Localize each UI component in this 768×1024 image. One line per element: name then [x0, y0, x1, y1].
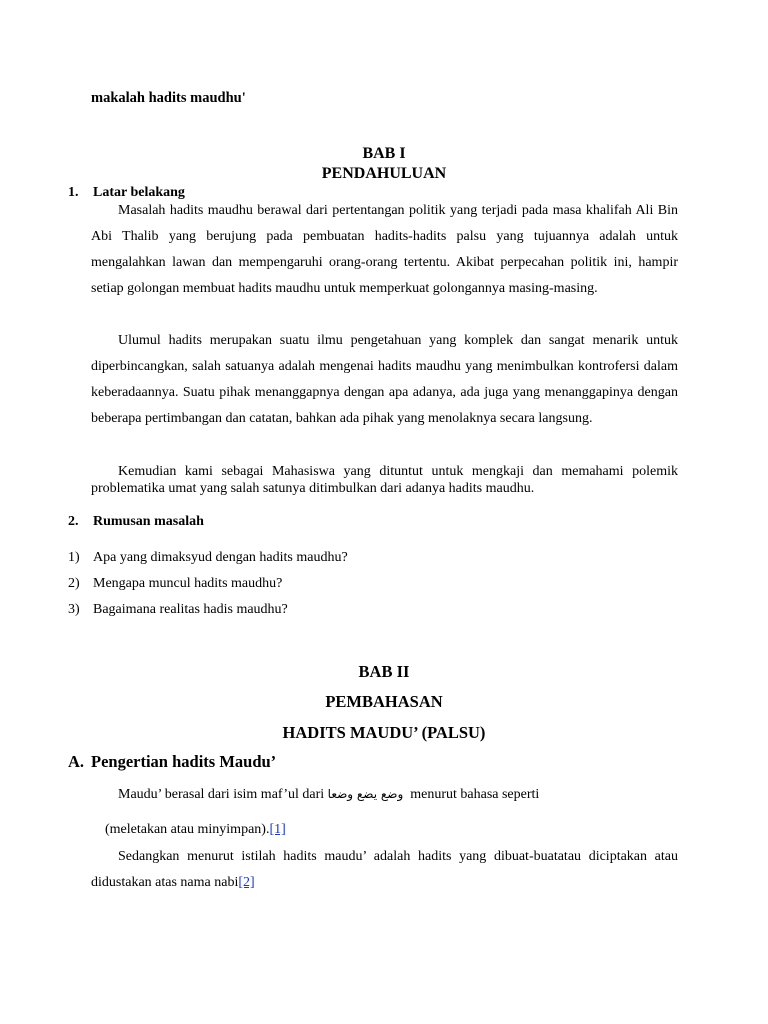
- pengertian-text-after: menurut bahasa seperti: [410, 787, 540, 802]
- list-item: [68, 550, 348, 566]
- section-title: Pengertian hadits Maudu’: [91, 752, 277, 771]
- bab2-title: PEMBAHASAN: [325, 692, 443, 711]
- section-a-heading: [68, 752, 276, 772]
- pengertian-paragraph-1: [118, 787, 539, 803]
- pengertian-text-before: Maudu’ berasal dari isim maf’ul dari: [118, 787, 325, 802]
- footnote-link-1[interactable]: [1]: [269, 822, 286, 837]
- pengertian-meaning: (meletakan atau minyimpan).: [105, 822, 270, 837]
- latar-paragraph-3: Kemudian kami sebagai Mahasiswa yang dituntut untuk mengkaji dan memahami polemik problematika umat yang salah satunya ditimbulkan dari adanya hadits maudhu.: [91, 464, 678, 496]
- list-item: [68, 602, 288, 618]
- arabic-word-forms: وضع يضع وضعا: [327, 787, 404, 801]
- list-number: 1): [68, 550, 80, 565]
- section-title: Rumusan masalah: [93, 514, 204, 529]
- list-text: Bagaimana realitas hadis maudhu?: [93, 602, 288, 617]
- section-number: 2.: [68, 514, 79, 529]
- footnote-link-2[interactable]: [2]: [238, 875, 255, 890]
- latar-paragraph-2: Ulumul hadits merupakan suatu ilmu pengetahuan yang komplek dan sangat menarik untuk diperbincangkan, salah satuanya adalah mengenai hadits maudhu yang menimbulkan kontrofersi dalam keberadaannya. Suatu pihak menanggapnya dengan apa adanya, ada juga yang menanggapinya dengan beberapa pertimbangan dan catatan, bahkan ada pihak yang menolaknya secara langsung.: [91, 333, 678, 426]
- latar-paragraph-1: Masalah hadits maudhu berawal dari pertentangan politik yang terjadi pada masa khalifah Ali Bin Abi Thalib yang berujung pada pembuatan hadits-hadits palsu yang tujuannya adalah untuk mengalahkan lawan dan mempengaruhi orang-orang tertentu. Akibat perpecahan politik ini, hampir setiap golongan membuat hadits maudhu untuk memperkuat golongannya masing-masing.: [91, 203, 678, 296]
- bab1-title: PENDAHULUAN: [321, 165, 447, 182]
- document-title: makalah hadits maudhu': [91, 90, 246, 106]
- list-number: 3): [68, 602, 80, 617]
- bab2-subtitle: HADITS MAUDU’ (PALSU): [282, 723, 486, 742]
- pengertian-paragraph-3: [91, 844, 678, 896]
- section-letter: A.: [68, 752, 85, 771]
- list-number: 2): [68, 576, 80, 591]
- list-text: Apa yang dimaksyud dengan hadits maudhu?: [93, 550, 348, 565]
- list-item: [68, 576, 282, 592]
- pengertian-paragraph-2: [105, 822, 286, 838]
- list-text: Mengapa muncul hadits maudhu?: [93, 576, 283, 591]
- bab2-label: BAB II: [358, 662, 410, 681]
- section-number: 1.: [68, 185, 79, 200]
- pengertian-definition: Sedangkan menurut istilah hadits maudu’ adalah hadits yang dibuat-buatatau diciptakan atau didustakan atas nama nabi: [91, 849, 678, 890]
- section-rumusan-heading: [68, 514, 204, 530]
- bab1-label: BAB I: [362, 145, 406, 162]
- section-title: Latar belakang: [93, 185, 185, 200]
